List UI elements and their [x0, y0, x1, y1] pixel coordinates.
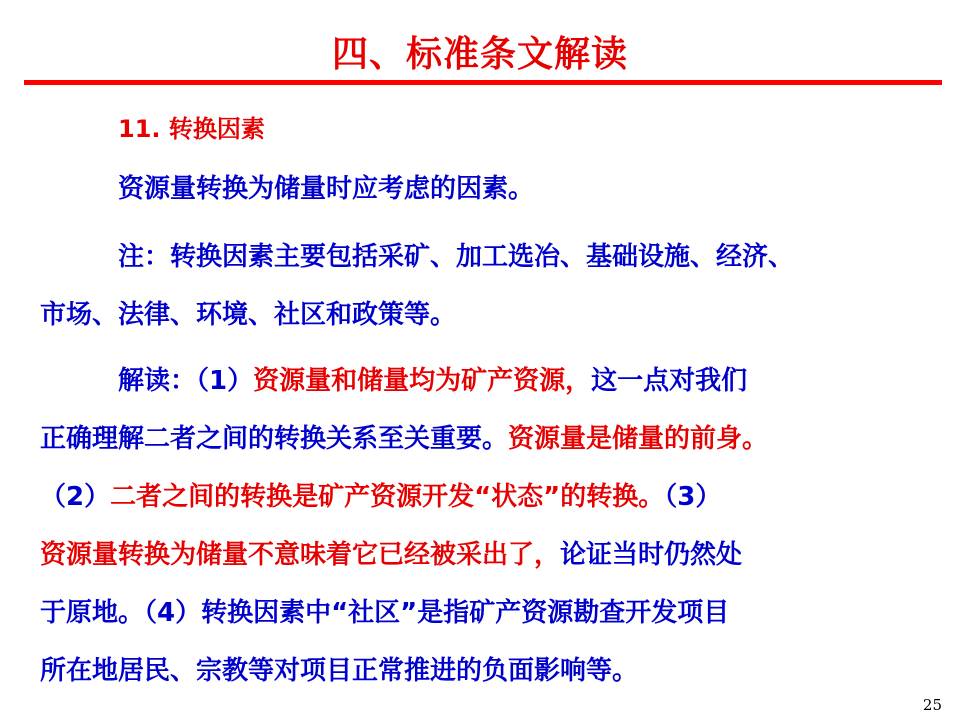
- interpretation-line-2: [40, 410, 940, 468]
- definition-paragraph: 资源量转换为储量时应考虑的因素。: [118, 174, 535, 204]
- interpretation-line-6: 所在地居民、宗教等对项目正常推进的负面影响等。: [40, 656, 639, 686]
- slide-title: 四、标准条文解读: [331, 34, 628, 75]
- interpretation-paragraph: [40, 352, 940, 700]
- note-paragraph: [40, 228, 940, 344]
- interpretation-line-5: 于原地。（4）转换因素中“社区”是指矿产资源勘查开发项目: [40, 598, 730, 628]
- body-text: 这一点对我们: [591, 366, 748, 396]
- interpretation-line-4: [40, 526, 940, 584]
- interpretation-label: 解读：（1）: [118, 366, 254, 396]
- interpretation-line-1: [40, 352, 940, 410]
- item-number: （3）: [664, 482, 722, 512]
- section-heading: 11. 转换因素: [118, 115, 265, 143]
- title-divider: [24, 80, 942, 85]
- body-text: 论证当时仍然处: [560, 540, 743, 570]
- emphasis-text: 资源量转换为储量不意味着它已经被采出了，: [40, 540, 561, 570]
- interpretation-line-3: [40, 468, 940, 526]
- emphasis-text: 二者之间的转换是矿产资源开发“状态”的转换。: [110, 482, 665, 512]
- emphasis-text: 资源量和储量均为矿产资源，: [253, 366, 592, 396]
- page-number: 25: [922, 696, 942, 714]
- note-line-1: 注：转换因素主要包括采矿、加工选冶、基础设施、经济、: [118, 242, 795, 272]
- item-number: （2）: [40, 482, 111, 512]
- emphasis-text: 资源量是储量的前身。: [508, 424, 769, 454]
- body-text: 正确理解二者之间的转换关系至关重要。: [40, 424, 509, 454]
- note-line-2: 市场、法律、环境、社区和政策等。: [40, 300, 457, 330]
